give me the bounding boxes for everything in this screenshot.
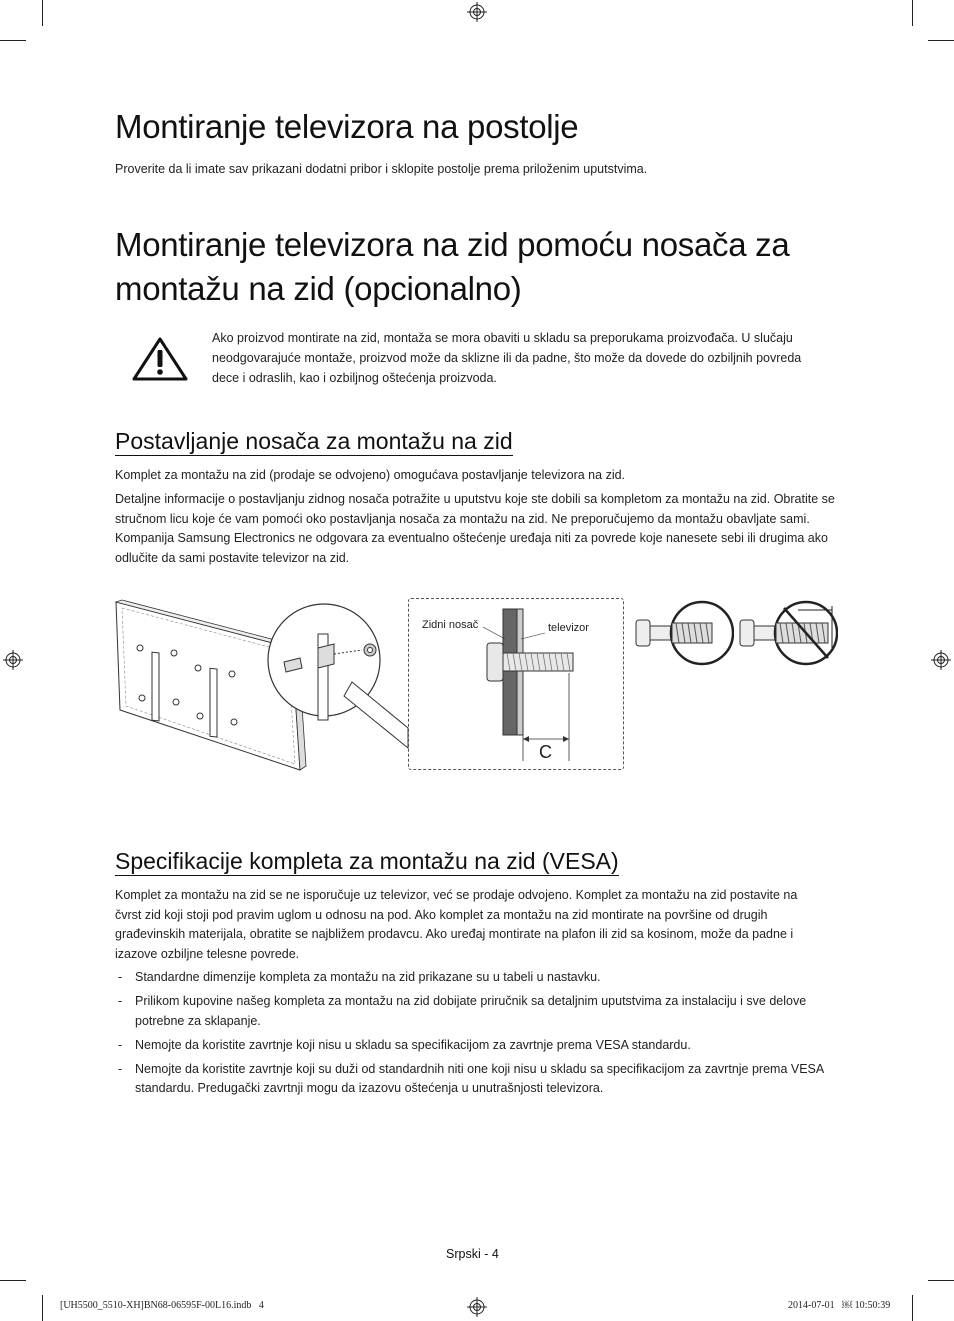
warning-triangle-icon [131,336,189,382]
crop-mark [0,1280,26,1281]
list-item: - Prilikom kupovine našeg kompleta za montažu na zid dobijate priručnik sa detaljnim uputstvima za instalaciju i sve delove potrebne za sklapanje. [118,994,807,1028]
list-item: - Nemojte da koristite zavrtnje koji nisu u skladu sa specifikacijom za zavrtnje prema VESA standardu. [118,1037,691,1052]
registration-mark-icon [3,650,23,670]
section-title-stand: Montiranje televizora na postolje [115,108,579,145]
screw-correct-icon [632,600,734,666]
crop-mark [928,1280,954,1281]
list-item: - Nemojte da koristite zavrtnje koji su duži od standardnih niti one koji nisu u skladu sa specifikacijom za zavrtnje prema VESA standardu. Predugački zavrtnji mogu da izazovu oštećenja u unutrašnjosti televizora. [118,1061,824,1095]
registration-mark-icon [931,650,951,670]
registration-mark-icon [467,1297,487,1317]
section-title-vesa-specs: Specifikacije kompleta za montažu na zid (VESA) [115,848,619,874]
footer-file-info: [UH5500_5510-XH]BN68-06595F-00L16.indb 4 [60,1300,264,1311]
section-title-wall-mount-line1: Montiranje televizora na zid pomoću nosača za [115,226,790,263]
stand-instructions: Proverite da li imate sav prikazani dodatni pribor i sklopite postolje prema priloženim uputstvima. [115,162,648,176]
label-dimension-c: C [539,742,552,762]
bracket-para-1: Komplet za montažu na zid (prodaje se odvojeno) omogućava postavljanje televizora na zid. [115,468,626,482]
crop-mark [42,1295,43,1321]
registration-mark-icon [467,2,487,22]
section-title-bracket-install: Postavljanje nosača za montažu na zid [115,428,513,454]
list-item: - Standardne dimenzije kompleta za montažu na zid prikazane su u tabeli u nastavku. [118,970,601,984]
page-number: Srpski - 4 [446,1247,499,1261]
vesa-para: Komplet za montažu na zid se ne isporučuje uz televizor, već se prodaje odvojeno. Komplet za montažu na zid postavite na čvrst zid koji stoji pod pravim uglom u odnosu na pod. Ako komplet za montažu na zid montirate na površine od drugih građevinskih materijala, obratite se najbližem prodavcu. Ako uređaj montirate na plafon ili zid sa kosinom, može da padne i izazove ozbiljne telesne povrede. [115,888,798,961]
footer-timestamp: 2014-07-01 ￼ 10:50:39 [788,1300,891,1311]
label-tv: televizor [548,622,589,634]
section-title-wall-mount-line2: montažu na zid (opcionalno) [115,270,522,307]
crop-mark [928,40,954,41]
vesa-bullet-list [115,968,850,1103]
screw-incorrect-icon [736,600,838,666]
bracket-para-2: Detaljne informacije o postavljanju zidnog nosača potražite u uputstvu koje ste dobili sa kompletom za montažu na zid. Obratite se stručnom licu koje će vam pomoći oko postavljanja nosača za montažu na zid. Ne preporučujemo da montažu obavljate sami. Kompanija Samsung Electronics ne odgovara za eventualno oštećenje uređaja niti za povrede koje nanesete sebi ili drugima ako odlučite da sami postavite televizor na zid. [115,492,835,565]
crop-mark [0,40,26,41]
caution-text: Ako proizvod montirate na zid, montaža se mora obaviti u skladu sa preporukama proizvođača. U slučaju neodgovarajuće montaže, proizvod može da sklizne ili da padne, što može da dovede do ozbiljnih povreda dece i odraslih, kao i ozbiljnog oštećenja proizvoda. [212,331,802,385]
crop-mark [42,0,43,26]
crop-mark [912,0,913,26]
crop-mark [912,1295,913,1321]
tv-back-bracket-illustration [112,598,412,776]
label-wall-bracket: Zidni nosač [422,619,479,631]
